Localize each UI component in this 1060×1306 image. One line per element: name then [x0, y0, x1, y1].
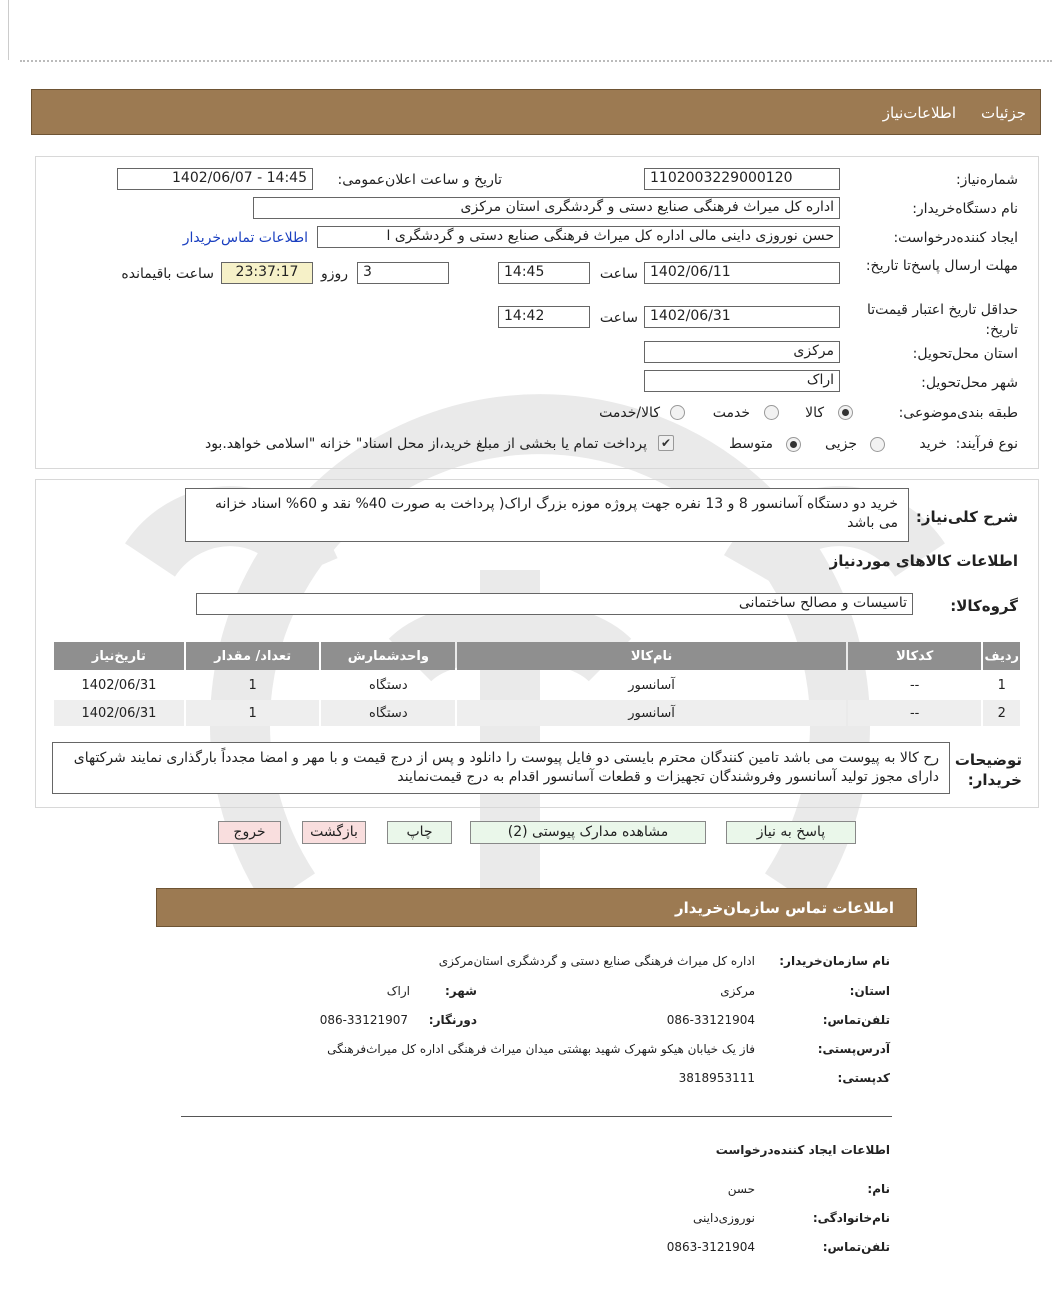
cell-qty: 1: [248, 677, 257, 693]
category-label: طبقه بندی‌موضوعی:: [898, 405, 1018, 421]
reply-button[interactable]: پاسخ به نیاز: [726, 821, 856, 844]
table-row: [54, 672, 1020, 698]
goods-table-header: [54, 642, 1020, 670]
creator-info-title: اطلاعات ایجاد کننده‌درخواست: [715, 1143, 890, 1157]
cell-qty: 1: [186, 700, 320, 726]
remaining-time-label: ساعت باقیمانده: [121, 266, 214, 282]
category-goods-label: کالا: [805, 405, 824, 421]
contact-province-label: استان:: [849, 984, 890, 998]
buyer-notes-field: رح کالا به پیوست می باشد تامین کنندگان محترم بایستی دو فایل پیوست را دانلود و پس از درج قیمت و با مهر و امضا مجدداً بارگذاری نمایند شرکتهای دارای مجوز تولید آسانسور وفروشندگان تجهیزات و قطعات آسانسور اقدام به درج قیمت‌نمایند: [52, 742, 950, 794]
creator-family-label: نام‌خانوادگی:: [812, 1211, 890, 1225]
goods-info-title: اطلاعات کالاهای موردنیاز: [829, 552, 1018, 570]
contact-postal-label: کدپستی:: [837, 1071, 890, 1085]
cell-date: 1402/06/31: [81, 677, 157, 693]
tab-need-info[interactable]: اطلاعات‌نیاز: [882, 104, 956, 122]
announce-datetime-label: تاریخ و ساعت اعلان‌عمومی:: [337, 172, 502, 188]
treasury-payment-note: پرداخت تمام یا بخشی از مبلغ خرید،از محل اسناد" خزانه "اسلامی خواهد.بود: [204, 436, 647, 452]
cell-unit: دستگاه: [321, 700, 455, 726]
contact-city-value: اراک: [386, 984, 410, 998]
buyer-contact-header: [156, 888, 917, 927]
col-date-header: تاریخ‌نیاز: [54, 642, 184, 670]
tab-details[interactable]: جزئیات: [981, 104, 1026, 122]
remaining-time-field: 23:37:17: [221, 262, 313, 284]
org-name-label: نام سازمان‌خریدار:: [779, 954, 890, 968]
page-left-rule: [8, 0, 9, 60]
need-number-field: 1102003229000120: [644, 168, 840, 190]
cell-row: 2: [983, 700, 1020, 726]
details-header-bar: [31, 89, 1041, 135]
process-type-label: نوع فرآیند:: [955, 436, 1018, 452]
days-label: روزو: [320, 266, 348, 282]
buyer-org-label: نام دستگاه‌خریدار:: [912, 201, 1018, 217]
cell-name: آسانسور: [628, 677, 675, 693]
cell-code: --: [909, 677, 920, 693]
col-unit-header: واحدشمارش: [321, 642, 455, 670]
announce-datetime-field: 1402/06/07 - 14:45: [117, 168, 313, 190]
contact-address-value: فاز یک خیابان هیکو شهرک شهید بهشتی میدان میراث فرهنگی اداره کل میراث‌فرهنگی: [327, 1042, 755, 1056]
delivery-city-label: شهر محل‌تحویل:: [921, 375, 1018, 391]
col-name-header: نام‌کالا: [457, 642, 846, 670]
creator-name-value: حسن: [727, 1182, 755, 1196]
contact-divider: [181, 1116, 892, 1117]
creator-name-label: نام:: [867, 1182, 890, 1196]
col-code-header: کدکالا: [848, 642, 982, 670]
process-medium-label: متوسط: [729, 436, 773, 452]
creator-field: حسن نوروزی داینی مالی اداره کل میراث فرهنگی صنایع دستی و گردشگری ا: [317, 226, 840, 248]
cell-name: آسانسور: [457, 700, 846, 726]
creator-label: ایجاد کننده‌درخواست:: [893, 230, 1018, 246]
exit-button[interactable]: خروج: [218, 821, 281, 844]
contact-postal-value: 3818953111: [678, 1071, 755, 1085]
process-minor-label: جزیی: [825, 436, 857, 452]
creator-phone-value: 0863-3121904: [666, 1240, 755, 1254]
col-row-header: ردیف: [983, 642, 1020, 670]
buyer-notes-label: توضیحات خریدار:: [954, 751, 1022, 789]
org-name-value: اداره کل میراث فرهنگی صنایع دستی و گردشگری استان‌مرکزی: [438, 954, 755, 968]
deadline-label: مهلت ارسال پاسخ‌تا تاریخ:: [865, 258, 1018, 274]
cell-row: 1: [997, 677, 1006, 693]
top-dotted-divider: [20, 60, 1052, 62]
buyer-contact-title: اطلاعات تماس سازمان‌خریدار: [674, 899, 894, 917]
goods-group-label: گروه‌کالا:: [950, 597, 1018, 615]
table-row: [54, 700, 1020, 726]
back-button[interactable]: بازگشت: [302, 821, 366, 844]
view-attachments-button[interactable]: مشاهده مدارک پیوستی (2): [470, 821, 706, 844]
print-button[interactable]: چاپ: [387, 821, 452, 844]
category-goods-radio[interactable]: [838, 405, 853, 420]
col-qty-header: تعداد/ مقدار: [186, 642, 320, 670]
deadline-time-field: 14:45: [498, 262, 590, 284]
cell-date: 1402/06/31: [54, 700, 184, 726]
process-buy-label: خرید: [919, 436, 947, 452]
price-validity-label: حداقل تاریخ اعتبار قیمت‌تا تاریخ:: [866, 302, 1018, 338]
contact-city-label: شهر:: [445, 984, 477, 998]
goods-table: [52, 640, 1022, 728]
creator-phone-label: تلفن‌تماس:: [822, 1240, 890, 1254]
delivery-province-field: مرکزی: [644, 341, 840, 363]
contact-address-label: آدرس‌پستی:: [817, 1042, 890, 1056]
buyer-contact-link[interactable]: اطلاعات تماس‌خریدار: [182, 230, 308, 246]
deadline-time-label: ساعت: [599, 266, 638, 282]
category-service-radio[interactable]: [764, 405, 779, 420]
category-service-label: خدمت: [712, 405, 750, 421]
validity-date-field: 1402/06/31: [644, 306, 840, 328]
need-number-label: شماره‌نیاز:: [955, 172, 1018, 188]
delivery-province-label: استان محل‌تحویل:: [912, 346, 1018, 362]
goods-group-field: تاسیسات و مصالح ساختمانی: [196, 593, 913, 615]
contact-fax-label: دورنگار:: [428, 1013, 477, 1027]
cell-code: --: [848, 700, 982, 726]
cell-unit: دستگاه: [369, 677, 408, 693]
category-goods-service-radio[interactable]: [670, 405, 685, 420]
validity-time-label: ساعت: [599, 310, 638, 326]
process-medium-radio[interactable]: [786, 437, 801, 452]
process-minor-radio[interactable]: [870, 437, 885, 452]
buyer-org-field: اداره کل میراث فرهنگی صنایع دستی و گردشگری استان مرکزی: [253, 197, 840, 219]
validity-time-field: 14:42: [498, 306, 590, 328]
category-goods-service-label: کالا/خدمت: [599, 405, 660, 421]
creator-family-value: نوروزی‌داینی: [693, 1211, 755, 1225]
general-description-label: شرح کلی‌نیاز:: [915, 508, 1018, 526]
contact-phone-value: 086-33121904: [666, 1013, 755, 1027]
delivery-city-field: اراک: [644, 370, 840, 392]
contact-province-value: مرکزی: [720, 984, 755, 998]
general-description-field: خرید دو دستگاه آسانسور 8 و 13 نفره جهت پروژه موزه بزرگ اراک( پرداخت به صورت 40% نقد و 60% اسناد خزانه می باشد: [185, 488, 909, 542]
days-field: 3: [357, 262, 449, 284]
contact-fax-value: 086-33121907: [319, 1013, 408, 1027]
contact-phone-label: تلفن‌تماس:: [822, 1013, 890, 1027]
treasury-payment-checkbox[interactable]: ✔: [658, 435, 674, 451]
deadline-date-field: 1402/06/11: [644, 262, 840, 284]
